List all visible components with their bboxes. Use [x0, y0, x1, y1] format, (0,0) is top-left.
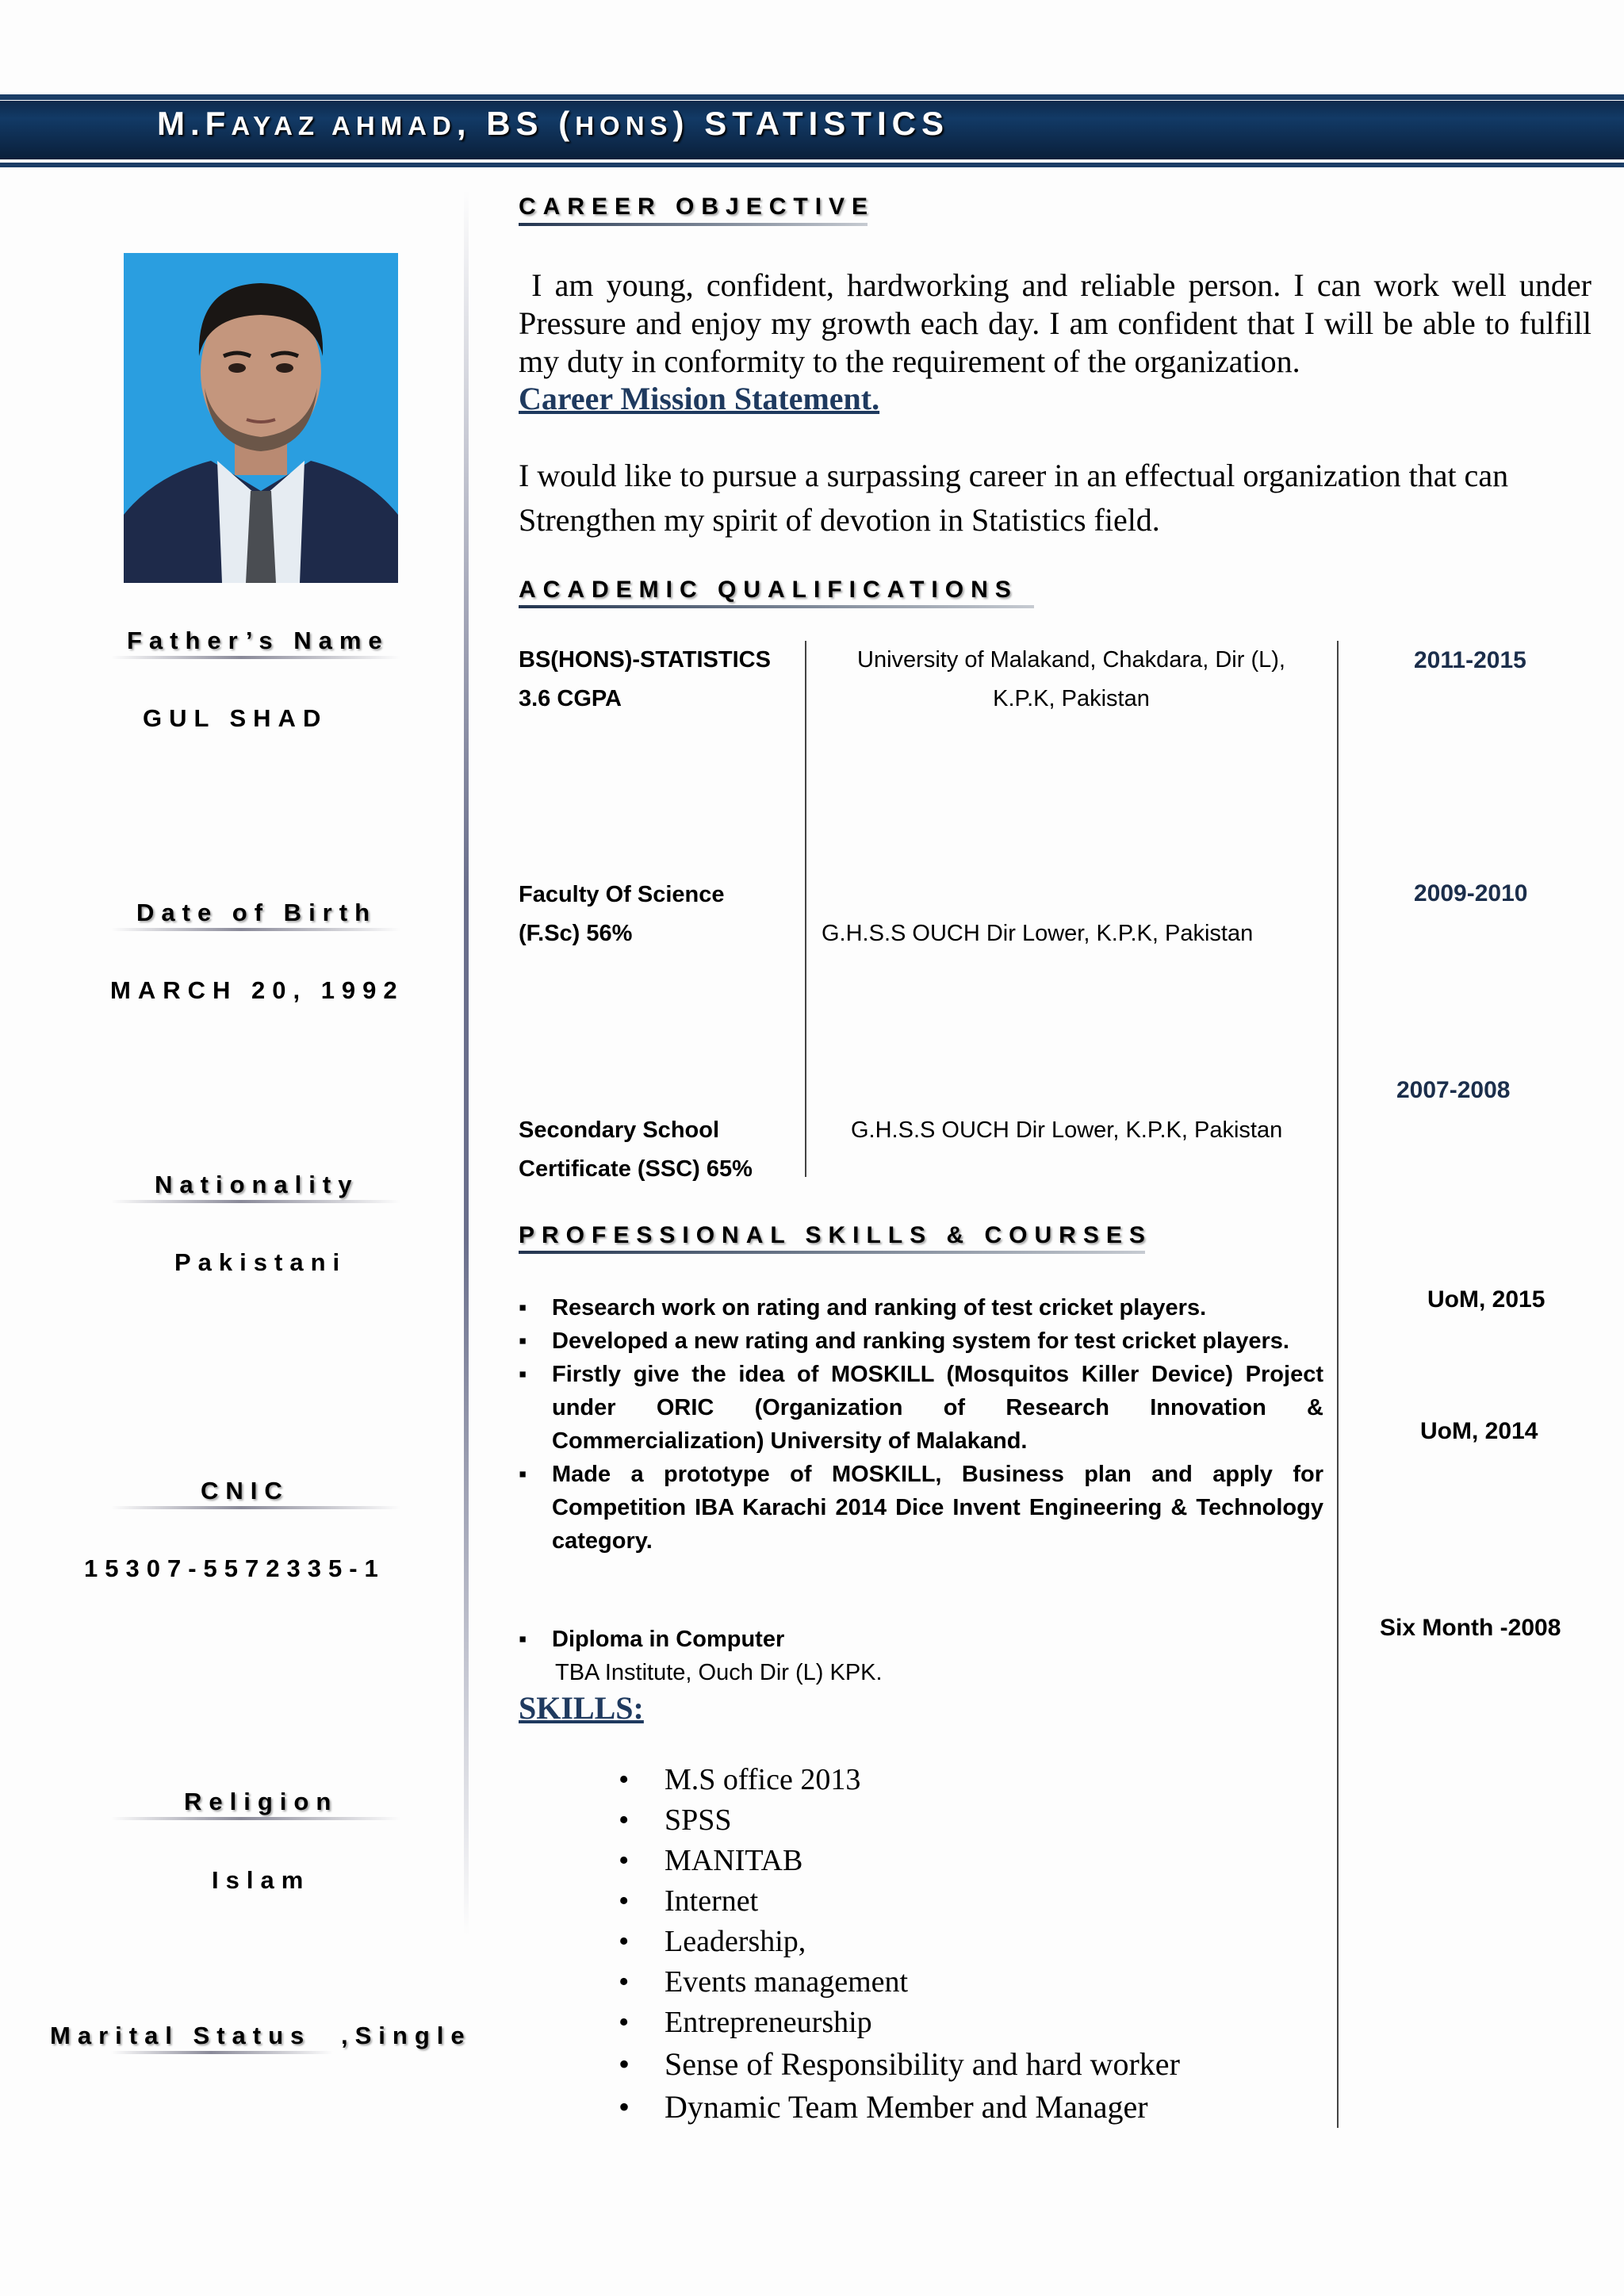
academic-institute: G.H.S.S OUCH Dir Lower, K.P.K, Pakistan: [851, 1117, 1283, 1143]
fathers-name-underline: [111, 656, 400, 659]
academic-heading: ACADEMIC QUALIFICATIONS: [519, 577, 1018, 603]
dob-value: MARCH 20, 1992: [110, 976, 404, 1004]
cnic-underline: [111, 1506, 400, 1509]
professional-list: [519, 1291, 1323, 1689]
marital-status-value: ,Single: [341, 2022, 472, 2049]
cnic-value: 15307-5572335-1: [84, 1554, 385, 1582]
list-item: • Entrepreneurship: [619, 2003, 1180, 2043]
dob-label: Date of Birth: [136, 899, 377, 926]
list-item: ▪ Made a prototype of MOSKILL, Business plan and apply for Competition IBA Karachi 2014 Dice Invent Engineering & Technology category.: [519, 1458, 1323, 1558]
academic-year: 2011-2015: [1414, 647, 1526, 673]
list-item: • Dynamic Team Member and Manager: [619, 2086, 1180, 2129]
nationality-value: Pakistani: [174, 1248, 347, 1276]
list-item: ▪ Developed a new rating and ranking system for test cricket players.: [519, 1324, 1323, 1358]
cnic-label: CNIC: [201, 1477, 289, 1504]
religion-underline: [111, 1817, 400, 1820]
header-rule-bottom: [0, 163, 1624, 167]
career-objective-underline: [519, 223, 868, 226]
academic-row: [519, 641, 771, 719]
religion-label: Religion: [184, 1788, 339, 1815]
marital-status-label: Marital Status: [50, 2022, 312, 2049]
skills-heading: SKILLS:: [519, 1690, 644, 1726]
list-item: • Leadership,: [619, 1922, 1180, 1962]
right-column-divider: [1337, 641, 1339, 2128]
degree: Secondary School: [519, 1117, 720, 1143]
degree-detail: (F.Sc) 56%: [519, 921, 633, 946]
profile-photo: [124, 253, 398, 583]
degree: Faculty Of Science: [519, 882, 725, 907]
career-objective-heading: CAREER OBJECTIVE: [519, 194, 875, 220]
header-rule-top: [0, 94, 1624, 100]
academic-year: 2007-2008: [1396, 1077, 1511, 1103]
nationality-label: Nationality: [155, 1171, 359, 1198]
mission-text: I would like to pursue a surpassing career in an effectual organization that can Strengthen my spirit of devotion in Statistics field.: [519, 458, 1509, 538]
degree-detail: Certificate (SSC) 65%: [519, 1156, 753, 1182]
professional-underline: [519, 1251, 1145, 1254]
degree: BS(HONS)-STATISTICS: [519, 647, 771, 673]
course-date: Six Month -2008: [1380, 1615, 1561, 1641]
academic-column-divider: [805, 641, 806, 1177]
fathers-name-label: Father’s Name: [127, 627, 389, 654]
diploma-institute: TBA Institute, Ouch Dir (L) KPK.: [555, 1660, 883, 1685]
dob-underline: [111, 928, 400, 931]
course-date: UoM, 2014: [1420, 1418, 1538, 1444]
marital-underline: [111, 2051, 333, 2054]
academic-row: [519, 876, 725, 953]
list-item: • Events management: [619, 1962, 1180, 2003]
fathers-name-value: GUL SHAD: [143, 704, 328, 732]
degree-detail: 3.6 CGPA: [519, 686, 622, 711]
list-item: • Internet: [619, 1881, 1180, 1922]
religion-value: Islam: [212, 1866, 311, 1894]
academic-year: 2009-2010: [1414, 880, 1528, 907]
column-separator: [464, 190, 469, 1935]
list-item: ▪ Diploma in Computer: [519, 1623, 1323, 1656]
list-item: • MANITAB: [619, 1841, 1180, 1881]
list-item: • SPSS: [619, 1800, 1180, 1841]
page-title: M.FAYAZ AHMAD, BS (HONS) STATISTICS: [157, 105, 949, 142]
academic-row: [519, 1111, 753, 1189]
list-item: • M.S office 2013: [619, 1760, 1180, 1800]
course-date: UoM, 2015: [1427, 1286, 1545, 1313]
academic-institute: University of Malakand, Chakdara, Dir (L), K.P.K, Pakistan: [857, 647, 1285, 711]
list-item: ▪ Research work on rating and ranking of test cricket players.: [519, 1291, 1323, 1324]
academic-institute: G.H.S.S OUCH Dir Lower, K.P.K, Pakistan: [822, 921, 1254, 946]
skills-list: [619, 1760, 1180, 2129]
professional-heading: PROFESSIONAL SKILLS & COURSES: [519, 1222, 1152, 1248]
career-objective-text: I am young, confident, hardworking and reliable person. I can work well under Pressure and enjoy my growth each day. I am confident that I will be able to fulfill my duty in conformity to the requirement of the organization.: [519, 267, 1592, 379]
academic-underline: [519, 605, 1034, 608]
list-item: ▪ Firstly give the idea of MOSKILL (Mosquitos Killer Device) Project under ORIC (Organization of Research Innovation & Commercialization) University of Malakand.: [519, 1358, 1323, 1458]
list-item: • Sense of Responsibility and hard worker: [619, 2043, 1180, 2086]
mission-heading: Career Mission Statement.: [519, 381, 880, 416]
nationality-underline: [111, 1200, 400, 1203]
